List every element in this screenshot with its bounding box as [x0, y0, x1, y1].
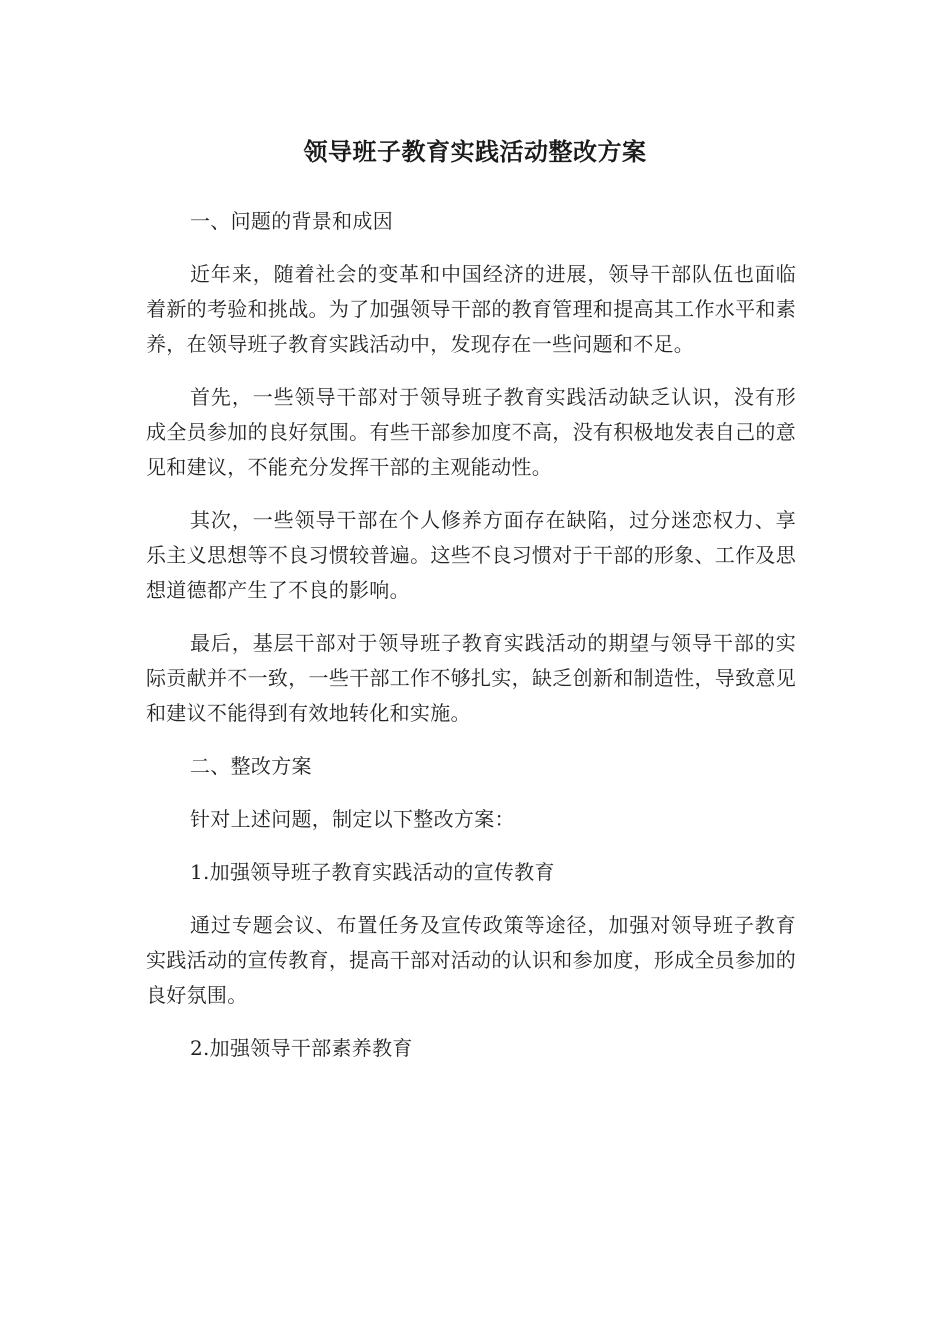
- subheading-1: 1.加强领导班子教育实践活动的宣传教育: [190, 860, 555, 884]
- paragraph-last: 最后，基层干部对于领导班子教育实践活动的期望与领导干部的实际贡献并不一致，一些干部工作不够扎实，缺乏创新和制造性，导致意见和建议不能得到有效地转化和实施。: [146, 631, 796, 725]
- paragraph-first: 首先，一些领导干部对于领导班子教育实践活动缺乏认识，没有形成全员参加的良好氛围。有些干部参加度不高，没有积极地发表自己的意见和建议，不能充分发挥干部的主观能动性。: [146, 385, 796, 479]
- section-heading-2: 二、整改方案: [190, 754, 312, 778]
- document-title: 领导班子教育实践活动整改方案: [303, 138, 647, 166]
- paragraph-plan-1: 通过专题会议、布置任务及宣传政策等途径，加强对领导班子教育实践活动的宣传教育，提高干部对活动的认识和参加度，形成全员参加的良好氛围。: [146, 913, 796, 1007]
- section-heading-1: 一、问题的背景和成因: [190, 209, 393, 233]
- subheading-2: 2.加强领导干部素养教育: [190, 1036, 413, 1060]
- paragraph-intro-plan: 针对上述问题，制定以下整改方案：: [190, 807, 515, 831]
- paragraph-background: 近年来，随着社会的变革和中国经济的进展，领导干部队伍也面临着新的考验和挑战。为了加强领导干部的教育管理和提高其工作水平和素养，在领导班子教育实践活动中，发现存在一些问题和不足。: [146, 262, 796, 356]
- paragraph-second: 其次，一些领导干部在个人修养方面存在缺陷，过分迷恋权力、享乐主义思想等不良习惯较普遍。这些不良习惯对于干部的形象、工作及思想道德都产生了不良的影响。: [146, 508, 796, 602]
- document-body: [146, 204, 796, 1084]
